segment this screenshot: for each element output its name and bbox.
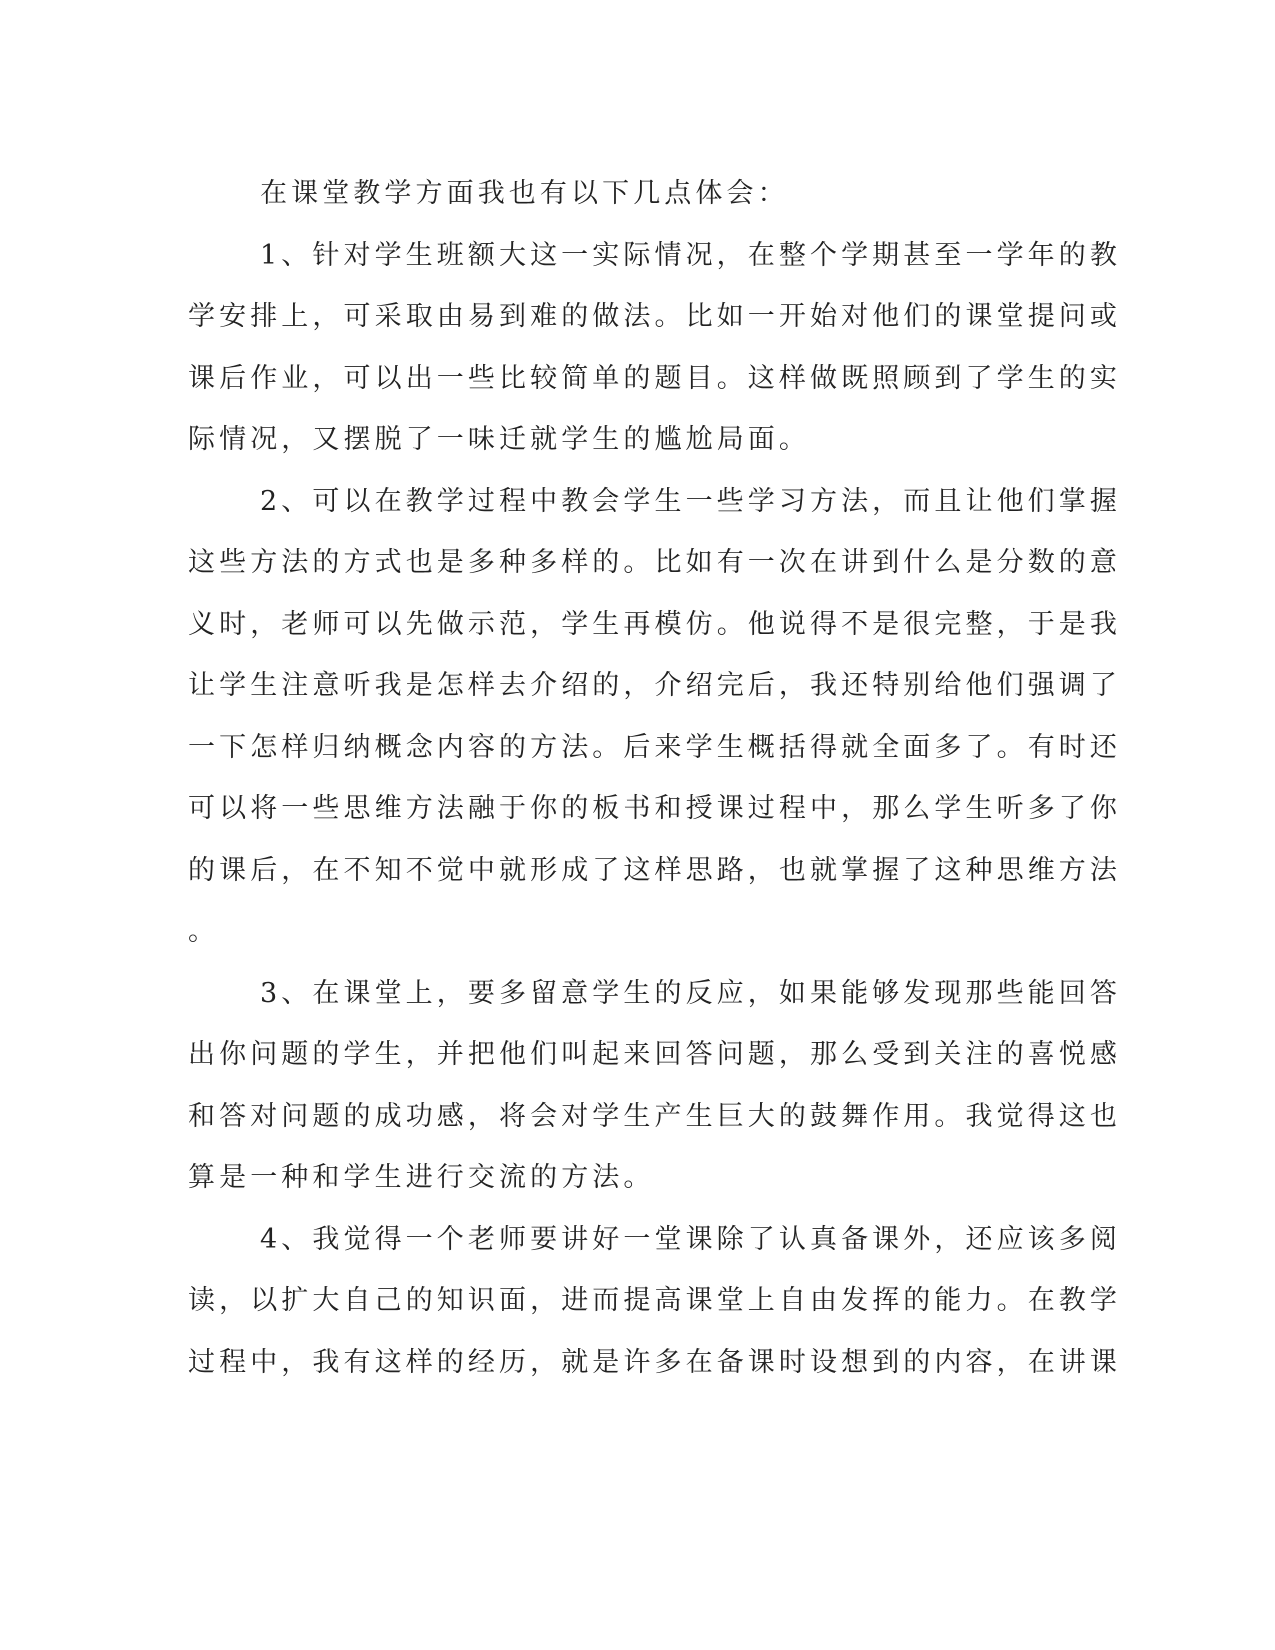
text-line: 3、在课堂上，要多留意学生的反应，如果能够发现那些能回答 <box>260 977 1121 1009</box>
text-line: 2、可以在教学过程中教会学生一些学习方法，而且让他们掌握 <box>260 485 1121 517</box>
text-line: 的课后，在不知不觉中就形成了这样思路，也就掌握了这种思维方法 <box>188 854 1121 886</box>
paragraph-point-1 <box>188 225 1121 471</box>
paragraph-point-2 <box>188 471 1121 963</box>
paragraph-intro <box>188 163 1058 225</box>
paragraph-point-3 <box>188 963 1121 1209</box>
paragraph-point-4 <box>188 1209 1121 1394</box>
text-line: 可以将一些思维方法融于你的板书和授课过程中，那么学生听多了你 <box>188 793 1121 824</box>
text-line: 际情况，又摆脱了一味迁就学生的尴尬局面。 <box>188 424 810 455</box>
text-line: 1、针对学生班额大这一实际情况，在整个学期甚至一学年的教 <box>260 239 1121 271</box>
text-line: 义时，老师可以先做示范，学生再模仿。他说得不是很完整，于是我 <box>188 608 1121 640</box>
text-line: 算是一种和学生进行交流的方法。 <box>188 1162 655 1193</box>
text-line: 4、我觉得一个老师要讲好一堂课除了认真备课外，还应该多阅 <box>260 1223 1121 1255</box>
text-line: 这些方法的方式也是多种多样的。比如有一次在讲到什么是分数的意 <box>188 547 1121 578</box>
text-line: 让学生注意听我是怎样去介绍的，介绍完后，我还特别给他们强调了 <box>188 670 1121 701</box>
text-line: 和答对问题的成功感，将会对学生产生巨大的鼓舞作用。我觉得这也 <box>188 1100 1121 1132</box>
text-line: 在课堂教学方面我也有以下几点体会： <box>260 178 789 209</box>
text-line: 课后作业，可以出一些比较简单的题目。这样做既照顾到了学生的实 <box>188 362 1121 394</box>
document-body <box>188 163 1121 1393</box>
text-line: 。 <box>188 916 220 947</box>
text-line: 学安排上，可采取由易到难的做法。比如一开始对他们的课堂提问或 <box>188 301 1121 332</box>
text-line: 一下怎样归纳概念内容的方法。后来学生概括得就全面多了。有时还 <box>188 731 1121 763</box>
text-line: 出你问题的学生，并把他们叫起来回答问题，那么受到关注的喜悦感 <box>188 1039 1121 1070</box>
text-line: 读，以扩大自己的知识面，进而提高课堂上自由发挥的能力。在教学 <box>188 1285 1121 1316</box>
text-line: 过程中，我有这样的经历，就是许多在备课时设想到的内容，在讲课 <box>188 1346 1121 1378</box>
